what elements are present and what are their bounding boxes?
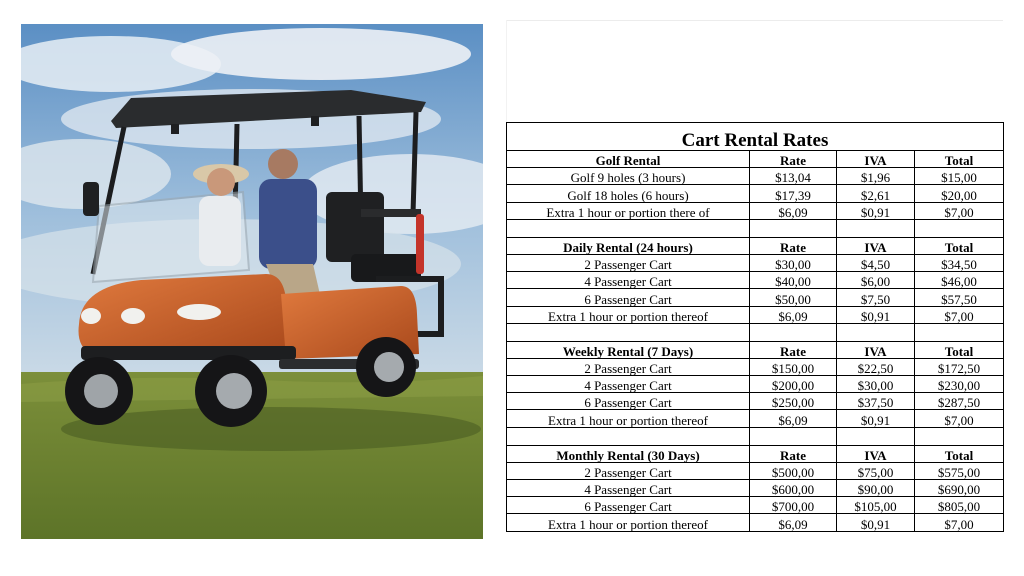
total-cell: $575,00 (915, 462, 1004, 479)
column-header: Total (915, 151, 1004, 168)
item-cell: 2 Passenger Cart (507, 358, 750, 375)
item-cell: 2 Passenger Cart (507, 254, 750, 271)
iva-cell: $0,91 (837, 514, 915, 531)
spacer-cell (915, 323, 1004, 341)
iva-cell: $30,00 (837, 376, 915, 393)
rate-cell: $13,04 (750, 168, 837, 185)
table-row (507, 497, 1004, 514)
rate-cell: $700,00 (750, 497, 837, 514)
section-heading: Golf Rental (507, 151, 750, 168)
spacer-row (507, 219, 1004, 237)
total-cell: $690,00 (915, 480, 1004, 497)
item-cell: 6 Passenger Cart (507, 289, 750, 306)
table-row (507, 289, 1004, 306)
iva-cell: $105,00 (837, 497, 915, 514)
column-header: Rate (750, 341, 837, 358)
rate-cell: $40,00 (750, 272, 837, 289)
total-cell: $15,00 (915, 168, 1004, 185)
total-cell: $805,00 (915, 497, 1004, 514)
total-cell: $230,00 (915, 376, 1004, 393)
column-header: Rate (750, 445, 837, 462)
section-header-row (507, 151, 1004, 168)
item-cell: 4 Passenger Cart (507, 376, 750, 393)
section-heading: Monthly Rental (30 Days) (507, 445, 750, 462)
total-cell: $287,50 (915, 393, 1004, 410)
rate-cell: $30,00 (750, 254, 837, 271)
spacer-cell (915, 427, 1004, 445)
rates-body (507, 151, 1004, 532)
section-heading: Weekly Rental (7 Days) (507, 341, 750, 358)
item-cell: Golf 18 holes (6 hours) (507, 185, 750, 202)
section-heading: Daily Rental (24 hours) (507, 237, 750, 254)
rate-cell: $17,39 (750, 185, 837, 202)
total-cell: $7,00 (915, 514, 1004, 531)
iva-cell: $7,50 (837, 289, 915, 306)
table-row (507, 480, 1004, 497)
table-row (507, 376, 1004, 393)
spacer-cell (507, 323, 750, 341)
table-row (507, 358, 1004, 375)
item-cell: 4 Passenger Cart (507, 272, 750, 289)
spacer-row (507, 427, 1004, 445)
column-header: Rate (750, 237, 837, 254)
table-row (507, 306, 1004, 323)
spacer-cell (837, 219, 915, 237)
rate-cell: $250,00 (750, 393, 837, 410)
table-row (507, 168, 1004, 185)
rate-cell: $6,09 (750, 202, 837, 219)
item-cell: Extra 1 hour or portion there of (507, 202, 750, 219)
iva-cell: $0,91 (837, 202, 915, 219)
total-cell: $34,50 (915, 254, 1004, 271)
section-header-row (507, 445, 1004, 462)
item-cell: Extra 1 hour or portion thereof (507, 410, 750, 427)
iva-cell: $4,50 (837, 254, 915, 271)
rate-cell: $6,09 (750, 514, 837, 531)
spacer-cell (750, 219, 837, 237)
iva-cell: $22,50 (837, 358, 915, 375)
total-cell: $7,00 (915, 202, 1004, 219)
cart-rental-rates-table (506, 122, 1004, 532)
spacer-cell (507, 427, 750, 445)
total-cell: $172,50 (915, 358, 1004, 375)
rate-cell: $200,00 (750, 376, 837, 393)
item-cell: 2 Passenger Cart (507, 462, 750, 479)
total-cell: $57,50 (915, 289, 1004, 306)
total-cell: $7,00 (915, 306, 1004, 323)
table-title: Cart Rental Rates (507, 123, 1004, 151)
table-row (507, 254, 1004, 271)
spacer-cell (750, 323, 837, 341)
iva-cell: $90,00 (837, 480, 915, 497)
total-cell: $46,00 (915, 272, 1004, 289)
item-cell: 6 Passenger Cart (507, 393, 750, 410)
total-cell: $7,00 (915, 410, 1004, 427)
table-row (507, 185, 1004, 202)
iva-cell: $1,96 (837, 168, 915, 185)
golf-cart-photo (21, 24, 483, 539)
iva-cell: $2,61 (837, 185, 915, 202)
sheet-border-top (506, 20, 1003, 21)
item-cell: 6 Passenger Cart (507, 497, 750, 514)
item-cell: Extra 1 hour or portion thereof (507, 514, 750, 531)
item-cell: Extra 1 hour or portion thereof (507, 306, 750, 323)
rate-cell: $600,00 (750, 480, 837, 497)
rate-cell: $6,09 (750, 410, 837, 427)
column-header: Total (915, 237, 1004, 254)
spacer-cell (507, 219, 750, 237)
column-header: IVA (837, 151, 915, 168)
rate-cell: $6,09 (750, 306, 837, 323)
section-header-row (507, 341, 1004, 358)
column-header: IVA (837, 445, 915, 462)
column-header: Total (915, 445, 1004, 462)
spacer-cell (750, 427, 837, 445)
table-row (507, 202, 1004, 219)
iva-cell: $0,91 (837, 410, 915, 427)
column-header: IVA (837, 237, 915, 254)
column-header: Rate (750, 151, 837, 168)
table-row (507, 514, 1004, 531)
table-row (507, 410, 1004, 427)
sheet-border-left (506, 20, 507, 122)
iva-cell: $37,50 (837, 393, 915, 410)
rate-cell: $50,00 (750, 289, 837, 306)
iva-cell: $6,00 (837, 272, 915, 289)
iva-cell: $75,00 (837, 462, 915, 479)
iva-cell: $0,91 (837, 306, 915, 323)
column-header: IVA (837, 341, 915, 358)
spacer-cell (837, 427, 915, 445)
item-cell: 4 Passenger Cart (507, 480, 750, 497)
table-row (507, 272, 1004, 289)
column-header: Total (915, 341, 1004, 358)
total-cell: $20,00 (915, 185, 1004, 202)
spacer-cell (837, 323, 915, 341)
golf-cart-illustration (21, 24, 483, 539)
rate-cell: $500,00 (750, 462, 837, 479)
spacer-row (507, 323, 1004, 341)
item-cell: Golf 9 holes (3 hours) (507, 168, 750, 185)
table-row (507, 462, 1004, 479)
spacer-cell (915, 219, 1004, 237)
section-header-row (507, 237, 1004, 254)
rate-cell: $150,00 (750, 358, 837, 375)
table-row (507, 393, 1004, 410)
